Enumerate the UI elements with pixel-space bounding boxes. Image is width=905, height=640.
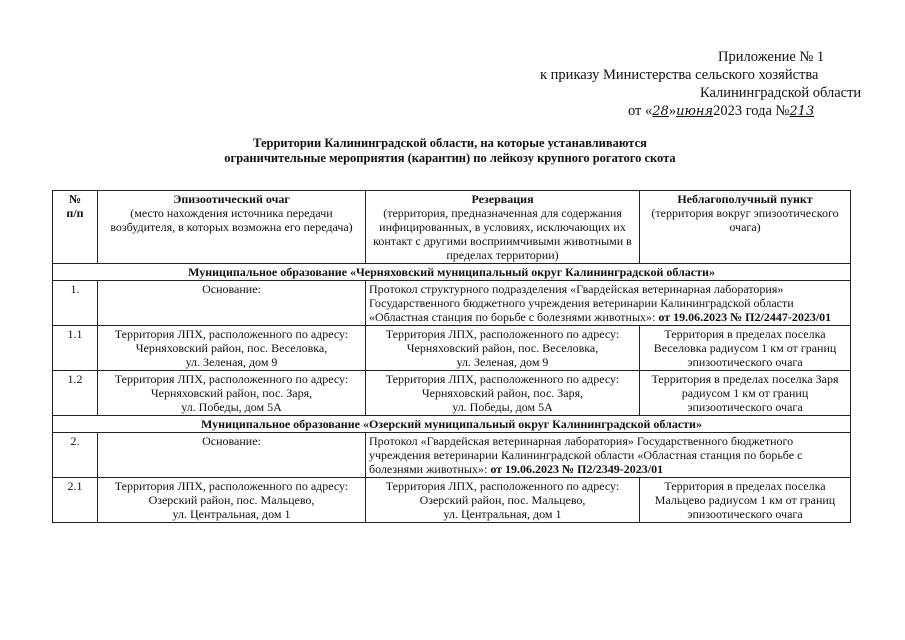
date-prefix: от « — [628, 103, 653, 119]
reservation-line: Черняховский район, пос. Веселовка, — [406, 341, 599, 355]
row-point: Территория в пределах поселка Заря радиусом 1 км от границ эпизоотического очага — [640, 371, 851, 416]
reservation-line: Территория ЛПХ, расположенного по адресу: — [385, 327, 620, 341]
basis-row — [53, 281, 851, 326]
basis-num: 1. — [53, 281, 98, 326]
reservation-line: ул. Зеленая, дом 9 — [456, 355, 549, 369]
row-reservation — [366, 326, 640, 371]
basis-row — [53, 433, 851, 478]
title-line-2: ограничительные мероприятия (карантин) по лейкозу крупного рогатого скота — [224, 151, 676, 165]
appendix-header — [500, 48, 880, 121]
row-focus — [98, 478, 366, 523]
focus-line: Черняховский район, пос. Веселовка, — [135, 341, 328, 355]
basis-label — [98, 281, 366, 326]
table-header-row — [53, 191, 851, 264]
table-row — [53, 478, 851, 523]
reservation-line: Озерский район, пос. Мальцево, — [419, 493, 586, 507]
reservation-line: ул. Победы, дом 5А — [452, 400, 553, 414]
basis-label — [98, 433, 366, 478]
basis-protocol: Протокол «Гвардейская ветеринарная лаборатория» Государственного бюджетного учреждения ветеринарии Калининградской области «Областная станция по борьбе с болезнями животных»: — [369, 434, 803, 476]
header-num-sub: п/п — [66, 206, 84, 220]
row-focus — [98, 371, 366, 416]
basis-text — [366, 433, 851, 478]
table-row — [53, 371, 851, 416]
header-point — [640, 191, 851, 264]
header-focus-sub: (место нахождения источника передачи возбудителя, в которых возможна его передача) — [110, 206, 353, 234]
basis-num: 2. — [53, 433, 98, 478]
handwritten-order-number: 213 — [789, 104, 815, 119]
focus-line: Озерский район, пос. Мальцево, — [148, 493, 315, 507]
focus-line: Территория ЛПХ, расположенного по адресу: — [114, 372, 349, 386]
header-reservation — [366, 191, 640, 264]
header-focus-title: Эпизоотический очаг — [173, 192, 290, 206]
basis-protocol-ref: от 19.06.2023 № П2/2349-2023/01 — [490, 462, 664, 476]
header-reservation-sub: (территория, предназначенная для содержания инфицированных, в условиях, исключающих их контакт с другими восприимчивыми животными в пределах территории) — [373, 206, 632, 262]
reservation-line: ул. Центральная, дом 1 — [443, 507, 562, 521]
document-title — [140, 136, 760, 166]
municipality-ozersk: Муниципальное образование «Озерский муниципальный округ Калининградской области» — [53, 416, 851, 433]
municipality-chernyakhovsk: Муниципальное образование «Черняховский муниципальный округ Калининградской области» — [53, 264, 851, 281]
table-row — [53, 326, 851, 371]
basis-text — [366, 281, 851, 326]
focus-line: ул. Центральная, дом 1 — [172, 507, 291, 521]
basis-label-text: Основание: — [202, 434, 261, 448]
reservation-line: Черняховский район, пос. Заря, — [421, 386, 584, 400]
municipality-row — [53, 416, 851, 433]
handwritten-day: 28 — [652, 104, 669, 119]
row-point: Территория в пределах поселка Мальцево радиусом 1 км от границ эпизоотического очага — [640, 478, 851, 523]
basis-protocol: Протокол структурного подразделения «Гвардейская ветеринарная лаборатория» Государственного бюджетного учреждения ветеринарии Калининградской области «Областная станция по борьбе с болезнями животных»: — [369, 282, 794, 324]
row-focus — [98, 326, 366, 371]
appendix-region: Калининградской области — [700, 85, 862, 101]
row-point: Территория в пределах поселка Веселовка радиусом 1 км от границ эпизоотического очага — [640, 326, 851, 371]
appendix-date-line: от «28»июня2023 года №213 — [628, 103, 815, 119]
basis-label-text: Основание: — [202, 282, 261, 296]
row-reservation — [366, 478, 640, 523]
header-point-sub: (территория вокруг эпизоотического очага) — [651, 206, 839, 234]
header-num — [53, 191, 98, 264]
focus-line: ул. Победы, дом 5А — [181, 400, 282, 414]
reservation-line: Территория ЛПХ, расположенного по адресу: — [385, 479, 620, 493]
quarantine-table — [52, 190, 851, 523]
header-focus — [98, 191, 366, 264]
appendix-title: Приложение № 1 — [718, 49, 825, 65]
reservation-line: Территория ЛПХ, расположенного по адресу: — [385, 372, 620, 386]
row-num: 1.1 — [53, 326, 98, 371]
focus-line: ул. Зеленая, дом 9 — [185, 355, 278, 369]
focus-line: Черняховский район, пос. Заря, — [150, 386, 313, 400]
header-point-title: Неблагополучный пункт — [677, 192, 813, 206]
focus-line: Территория ЛПХ, расположенного по адресу: — [114, 327, 349, 341]
handwritten-month: июня — [676, 104, 714, 119]
basis-protocol-ref: от 19.06.2023 № П2/2447-2023/01 — [658, 310, 832, 324]
focus-line: Территория ЛПХ, расположенного по адресу: — [114, 479, 349, 493]
title-line-1: Территории Калининградской области, на которые устанавливаются — [253, 136, 647, 150]
row-reservation — [366, 371, 640, 416]
municipality-row — [53, 264, 851, 281]
appendix-order-ref: к приказу Министерства сельского хозяйства — [540, 67, 819, 83]
row-num: 2.1 — [53, 478, 98, 523]
date-year: 2023 года № — [713, 103, 790, 119]
row-num: 1.2 — [53, 371, 98, 416]
header-num-title: № — [68, 192, 82, 206]
header-reservation-title: Резервация — [471, 192, 534, 206]
